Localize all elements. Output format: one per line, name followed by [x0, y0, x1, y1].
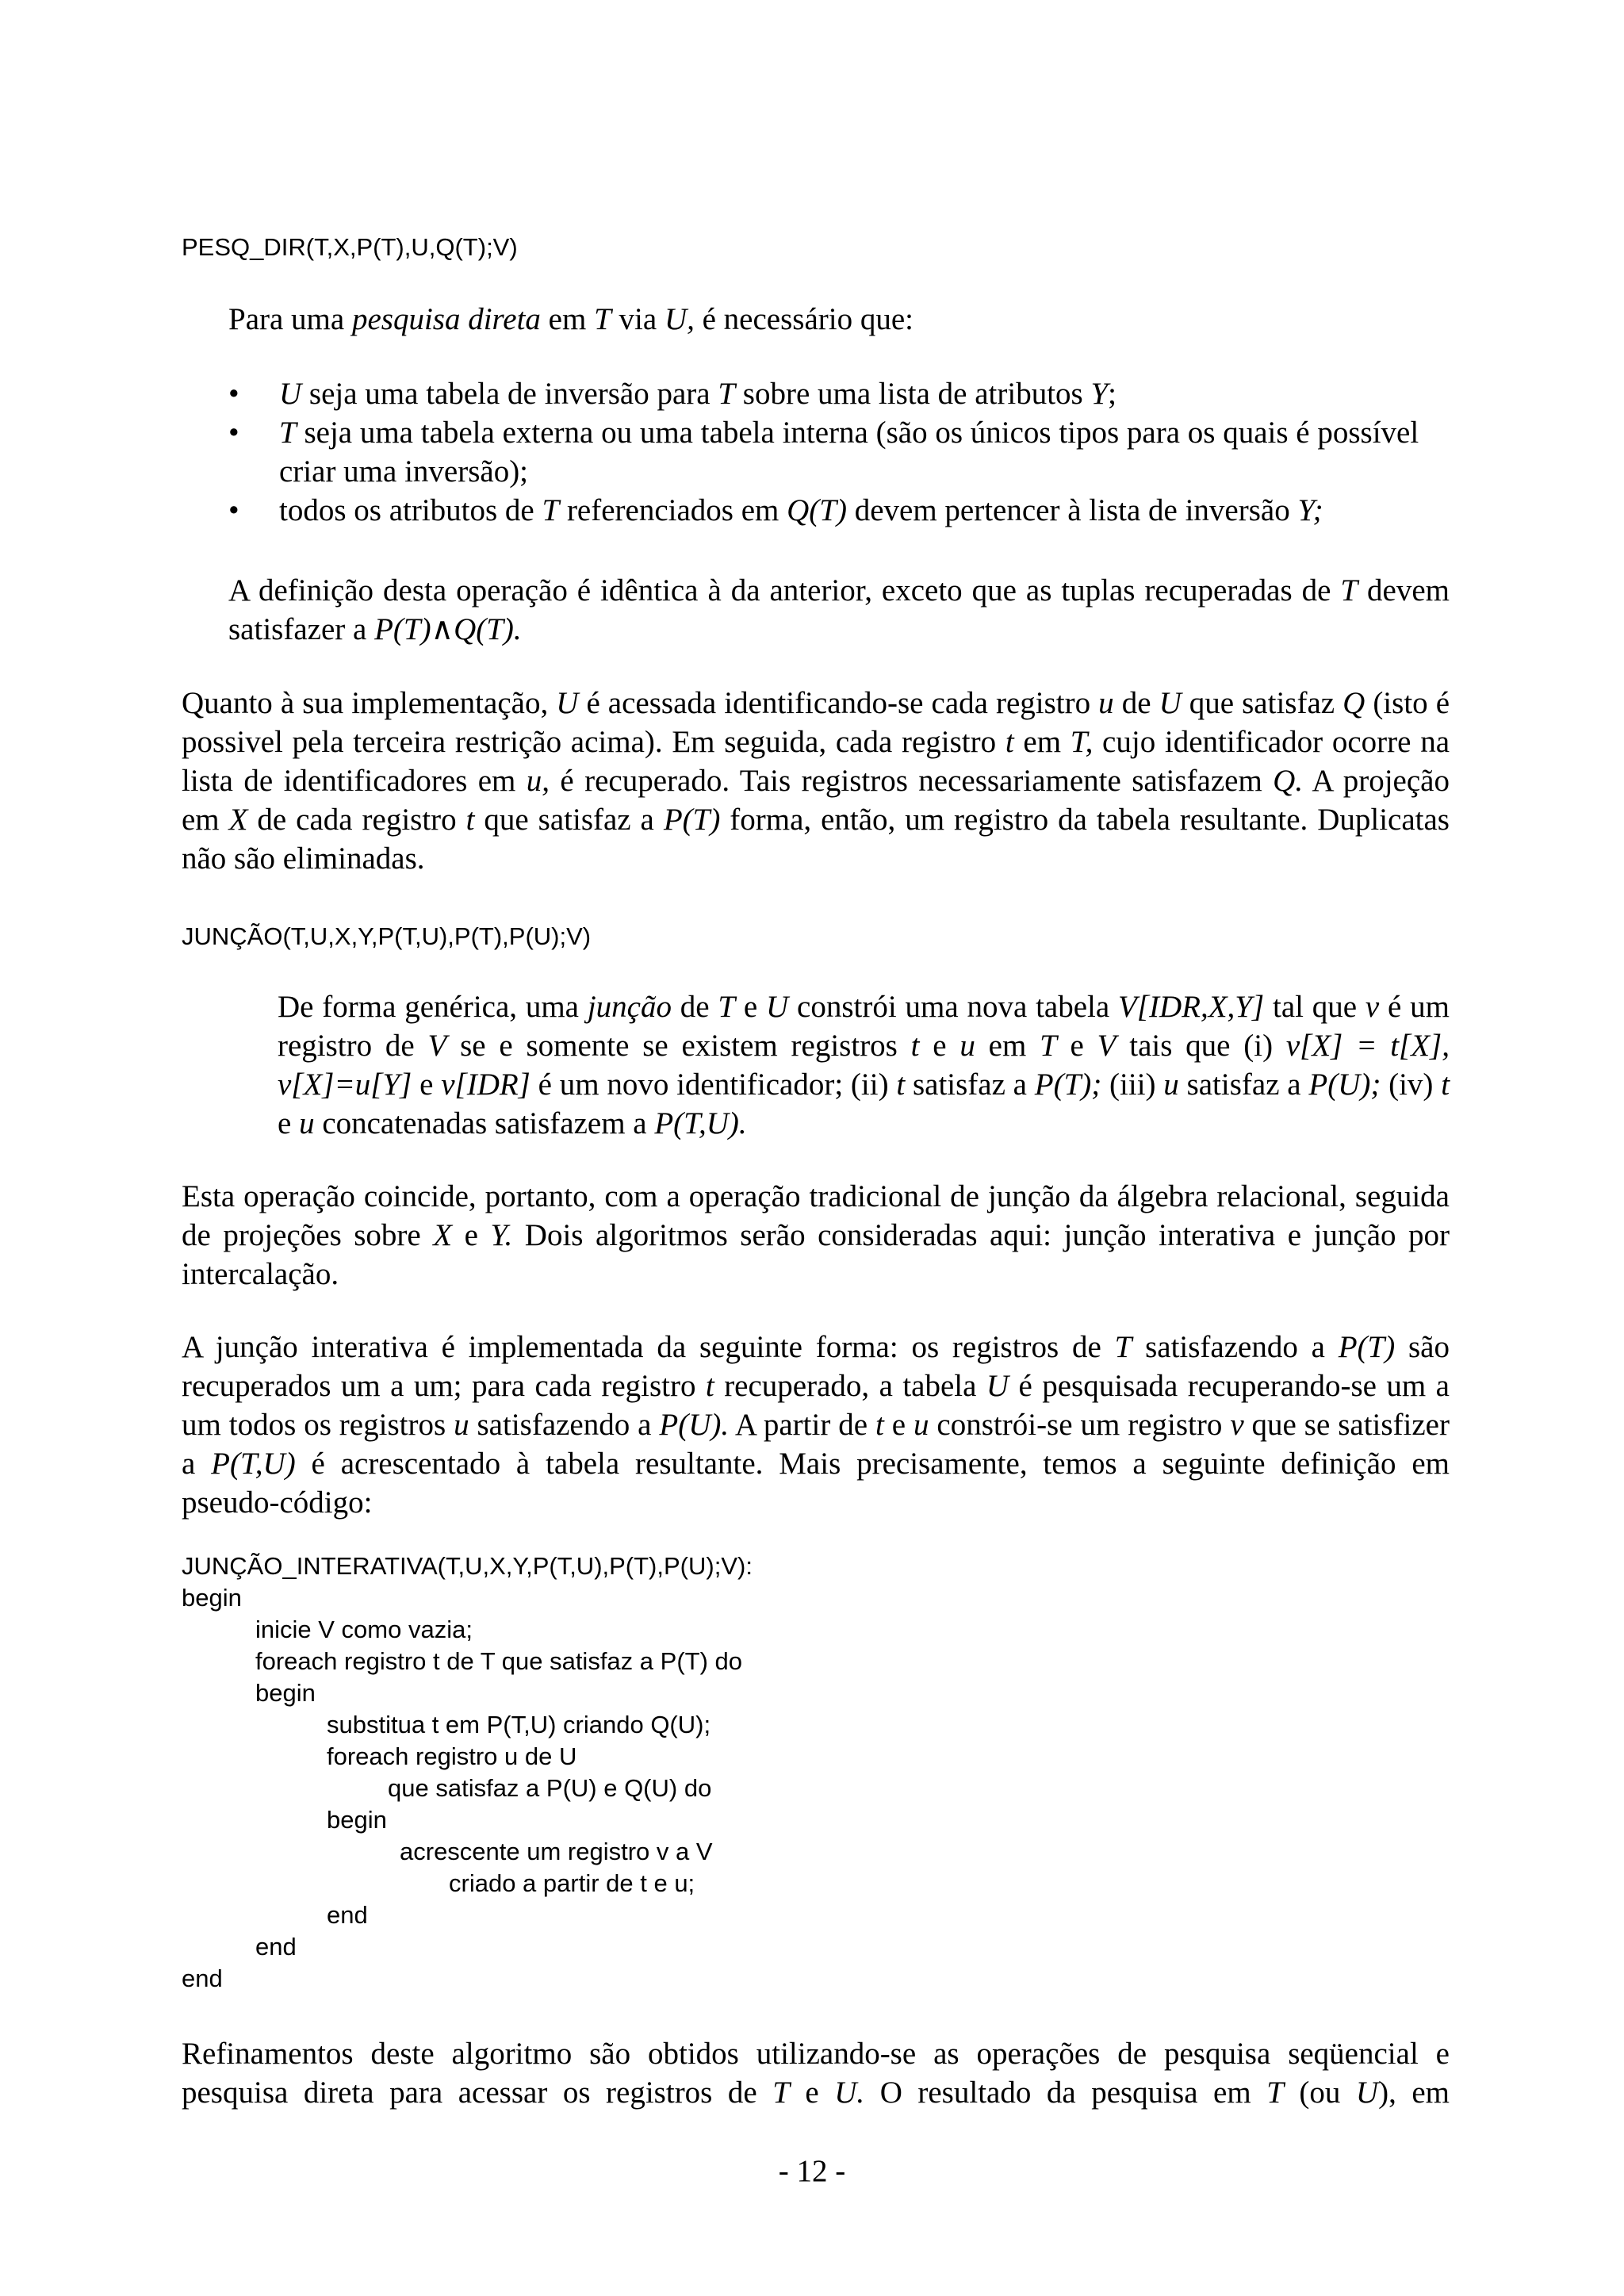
text-run: V	[1097, 1029, 1116, 1063]
text-run: t	[1441, 1068, 1450, 1102]
text-run: T	[279, 416, 297, 450]
text-run: é um novo identificador; (ii)	[530, 1068, 897, 1102]
text-run: t	[910, 1029, 920, 1063]
coincide-paragraph	[182, 1177, 1450, 1294]
text-run: u	[959, 1029, 975, 1063]
text-run: satisfazendo a	[469, 1408, 660, 1442]
text-run: P(T)∧Q(T).	[374, 612, 522, 646]
text-run: em	[1013, 725, 1071, 759]
text-run: e	[919, 1029, 960, 1063]
text-run: T	[1266, 2076, 1284, 2110]
text-run: t	[705, 1369, 714, 1403]
text-run: P(T,U)	[211, 1447, 296, 1481]
text-run: Q(T)	[787, 493, 847, 527]
text-run: P(U);	[1308, 1068, 1381, 1102]
text-run: u	[299, 1106, 315, 1140]
text-run: Dois algoritmos serão consideradas aqui: junção interativa e junção por intercalação.	[182, 1218, 1450, 1291]
implementation-paragraph	[182, 684, 1450, 878]
text-run: sobre uma lista de atributos	[735, 377, 1091, 411]
text-run: U	[1355, 2076, 1379, 2110]
text-run: constrói-se um registro	[929, 1408, 1231, 1442]
text-run: V[IDR,X,Y]	[1118, 990, 1265, 1024]
text-run: V	[427, 1029, 447, 1063]
text-run: Q.	[1273, 764, 1304, 798]
text-run: Quanto à sua implementação,	[182, 686, 557, 720]
text-run: T	[718, 990, 736, 1024]
code-line: JUNÇÃO_INTERATIVA(T,U,X,Y,P(T,U),P(T),P(U);V):	[182, 1552, 753, 1580]
text-run: todos os atributos de	[279, 493, 542, 527]
text-run: t	[1005, 725, 1014, 759]
text-run: e	[278, 1106, 300, 1140]
text-run: A partir de	[729, 1408, 875, 1442]
text-run: U	[556, 686, 579, 720]
text-run: O resultado da pesquisa em	[864, 2076, 1267, 2110]
text-run: (ou	[1283, 2076, 1356, 2110]
text-run: T	[718, 377, 736, 411]
text-run: é pesquisada recuperando-se um a um todos os registros	[182, 1369, 1450, 1442]
text-run: tais que (i)	[1116, 1029, 1286, 1063]
text-run: e	[735, 990, 767, 1024]
bullet-marker: •	[228, 493, 239, 527]
text-run: que satisfaz a	[474, 803, 664, 837]
text-run: satisfazendo a	[1132, 1330, 1339, 1364]
text-run: P(T)	[663, 803, 721, 837]
text-run: T	[1114, 1330, 1132, 1364]
interativa-paragraph	[182, 1328, 1450, 1522]
text-run: (iv)	[1381, 1068, 1442, 1102]
text-run: Refinamentos deste algoritmo são obtidos utilizando-se as operações de pesquisa seqüencial e pesquisa direta para acessar os registros de	[182, 2037, 1450, 2110]
text-run: T	[1340, 573, 1358, 608]
text-run: u	[1098, 686, 1114, 720]
heading-pesq-dir: PESQ_DIR(T,X,P(T),U,Q(T);V)	[182, 233, 518, 261]
text-run: e	[452, 1218, 491, 1252]
text-run: seja uma tabela de inversão para	[301, 377, 718, 411]
text-run: ), em	[1378, 2076, 1450, 2110]
text-run: cujo identificador ocorre na lista de identificadores em	[182, 725, 1450, 798]
text-run: t	[896, 1068, 906, 1102]
text-run: T,	[1070, 725, 1094, 759]
text-run: t	[875, 1408, 884, 1442]
bullet-marker: •	[228, 416, 239, 450]
text-run: U	[986, 1369, 1009, 1403]
text-run: De forma genérica, uma	[278, 990, 588, 1024]
code-line: begin	[327, 1806, 387, 1834]
text-run: Q	[1342, 686, 1365, 720]
text-run: u	[454, 1408, 469, 1442]
code-line: end	[327, 1901, 368, 1929]
text-run: devem pertencer à lista de inversão	[846, 493, 1298, 527]
definition-paragraph	[228, 571, 1450, 649]
text-run: A definição desta operação é idêntica à da anterior, exceto que as tuplas recuperadas de	[228, 573, 1341, 608]
text-run: de	[1113, 686, 1159, 720]
text-run: que se satisfizer a	[182, 1408, 1450, 1481]
code-line: que satisfaz a P(U) e Q(U) do	[388, 1774, 712, 1802]
text-run: u,	[526, 764, 550, 798]
text-run: recuperado, a tabela	[714, 1369, 986, 1403]
code-line: end	[255, 1933, 297, 1961]
text-run: satisfaz a	[1178, 1068, 1309, 1102]
text-run: é acessada identificando-se cada registro	[578, 686, 1099, 720]
text-run: A junção interativa é implementada da seguinte forma: os registros de	[182, 1330, 1115, 1364]
requirements-list	[228, 374, 1450, 530]
text-run: são recuperados um a um; para cada registro	[182, 1330, 1450, 1403]
text-run: em	[975, 1029, 1040, 1063]
text-run: ;	[1108, 377, 1116, 411]
text-run: se e somente se existem registros	[446, 1029, 911, 1063]
heading-juncao: JUNÇÃO(T,U,X,Y,P(T,U),P(T),P(U);V)	[182, 922, 592, 950]
text-run: T	[594, 302, 611, 336]
text-run: tal que	[1264, 990, 1365, 1024]
text-run: Y;	[1297, 493, 1323, 527]
text-run: de	[671, 990, 718, 1024]
text-run: U	[766, 990, 789, 1024]
list-item	[228, 413, 1450, 491]
text-run: constrói uma nova tabela	[788, 990, 1118, 1024]
text-run: u	[914, 1408, 929, 1442]
text-run: é um registro de	[278, 990, 1450, 1063]
text-run: Y	[1090, 377, 1109, 411]
list-item	[228, 491, 1450, 530]
text-run: U	[279, 377, 302, 411]
text-run: P(T,U).	[654, 1106, 747, 1140]
list-item	[228, 374, 1450, 413]
text-run: e	[789, 2076, 835, 2110]
text-run: T	[542, 493, 560, 527]
text-run: seja uma tabela externa ou uma tabela interna (são os únicos tipos para os quais é possível criar uma inversão);	[279, 416, 1419, 489]
text-run: t	[465, 803, 475, 837]
text-run: X	[433, 1218, 453, 1252]
text-run: T	[1040, 1029, 1057, 1063]
page-number: - 12 -	[778, 2154, 846, 2188]
text-run: é recuperado. Tais registros necessariamente satisfazem	[550, 764, 1274, 798]
code-line: inicie V como vazia;	[255, 1616, 473, 1643]
text-run: P(T);	[1034, 1068, 1102, 1102]
text-run: é acrescentado à tabela resultante. Mais precisamente, temos a seguinte definição em pseudo-código:	[182, 1447, 1450, 1520]
text-run: em	[540, 302, 595, 336]
text-run: U.	[834, 2076, 865, 2110]
code-line: criado a partir de t e u;	[449, 1869, 695, 1897]
pseudo-code-block	[182, 1550, 753, 1995]
text-run: devem satisfazer a	[228, 573, 1450, 646]
text-run: é necessário que:	[694, 302, 914, 336]
text-run: P(T)	[1338, 1330, 1396, 1364]
text-run: que satisfaz	[1181, 686, 1343, 720]
text-run: e	[883, 1408, 914, 1442]
text-run: U,	[664, 302, 695, 336]
text-run: u	[1163, 1068, 1179, 1102]
text-run: e	[1056, 1029, 1097, 1063]
text-run: Esta operação coincide, portanto, com a operação tradicional de junção da álgebra relacional, seguida de projeções sobre	[182, 1179, 1450, 1252]
text-run: v	[1230, 1408, 1244, 1442]
text-run: forma, então, um registro da tabela resultante. Duplicatas não são eliminadas.	[182, 803, 1450, 876]
text-run: X	[228, 803, 248, 837]
code-line: end	[182, 1964, 223, 1992]
code-line: substitua t em P(T,U) criando Q(U);	[327, 1711, 711, 1738]
intro-paragraph	[228, 300, 1450, 339]
code-line: begin	[255, 1679, 316, 1707]
text-run: e	[412, 1068, 442, 1102]
text-run: via	[611, 302, 665, 336]
code-line: begin	[182, 1584, 242, 1612]
juncao-definition-paragraph	[278, 987, 1450, 1143]
text-run: junção	[587, 990, 672, 1024]
text-run: Y.	[490, 1218, 513, 1252]
text-run: v	[1365, 990, 1380, 1024]
code-line: foreach registro t de T que satisfaz a P(T) do	[255, 1647, 742, 1675]
text-run: pesquisa direta	[351, 302, 541, 336]
refinamentos-paragraph	[182, 2034, 1450, 2112]
text-run: v[X] = t[X], v[X]=u[Y]	[278, 1029, 1450, 1102]
text-run: v[IDR]	[441, 1068, 530, 1102]
text-run: Para uma	[228, 302, 352, 336]
text-run: T	[772, 2076, 790, 2110]
bullet-marker: •	[228, 377, 239, 411]
text-run: de cada registro	[247, 803, 466, 837]
text-run: satisfaz a	[905, 1068, 1035, 1102]
code-line: acrescente um registro v a V	[400, 1838, 713, 1865]
text-run: (iii)	[1101, 1068, 1164, 1102]
text-run: (isto é possivel pela terceira restrição acima). Em seguida, cada registro	[182, 686, 1450, 759]
text-run: A projeção em	[182, 764, 1450, 837]
text-run: referenciados em	[559, 493, 787, 527]
text-run: P(U).	[659, 1408, 730, 1442]
text-run: concatenadas satisfazem a	[314, 1106, 655, 1140]
text-run: U	[1159, 686, 1182, 720]
code-line: foreach registro u de U	[327, 1742, 577, 1770]
